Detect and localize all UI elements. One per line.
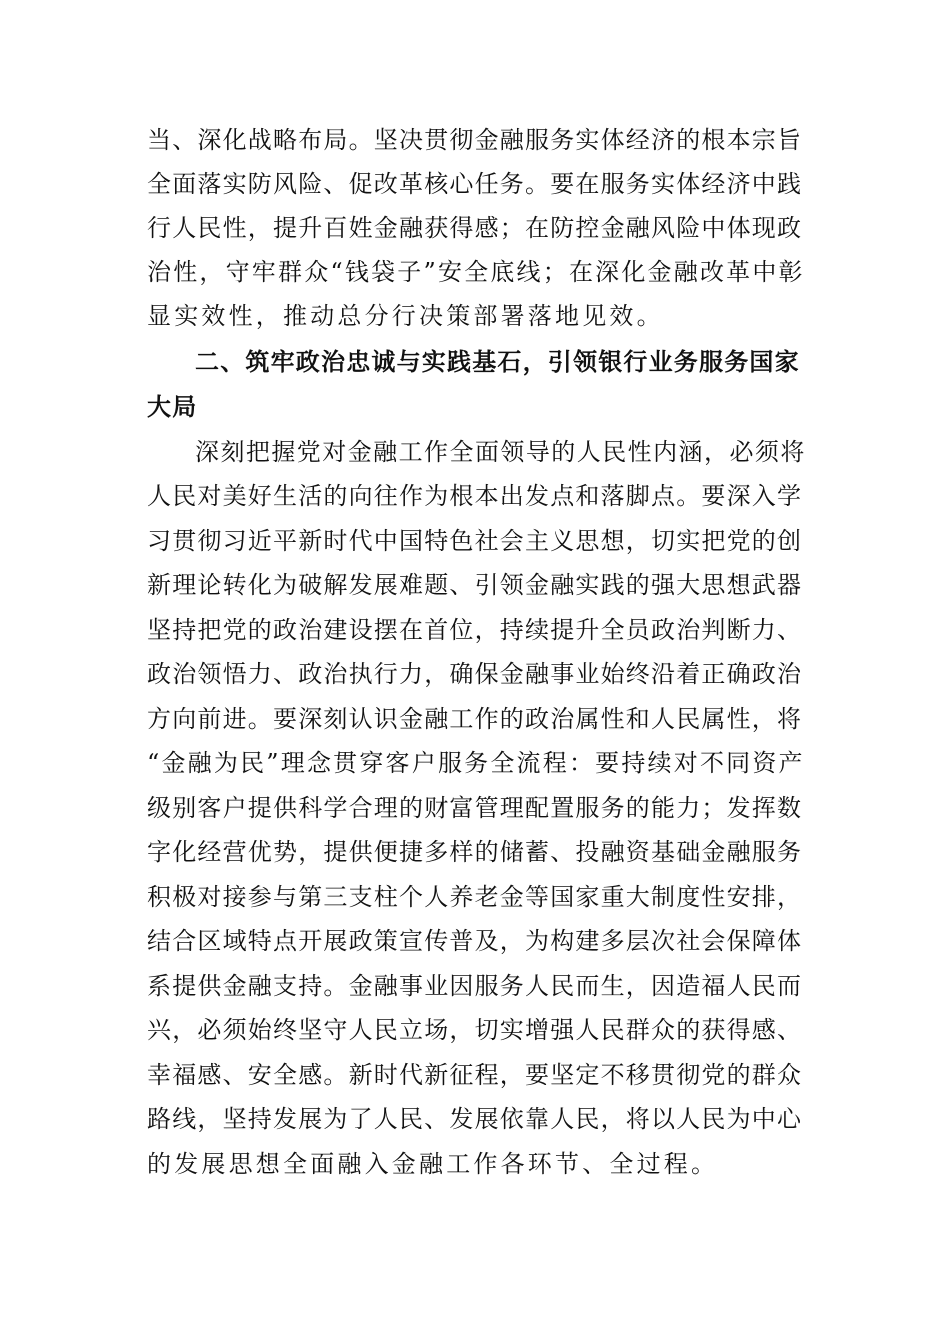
text-line: 治性，守牢群众“钱袋子”安全底线；在深化金融改革中彰: [147, 258, 805, 286]
section-heading: 大局: [147, 393, 198, 421]
paragraph-line: 方向前进。要深刻认识金融工作的政治属性和人民属性，将: [147, 705, 803, 733]
paragraph-line: 字化经营优势，提供便捷多样的储蓄、投融资基础金融服务: [147, 838, 803, 866]
text-line: 行人民性，提升百姓金融获得感；在防控金融风险中体现政: [147, 214, 803, 242]
paragraph-line: 政治领悟力、政治执行力，确保金融事业始终沿着正确政治: [147, 660, 803, 688]
text-line: 全面落实防风险、促改革核心任务。要在服务实体经济中践: [147, 170, 803, 198]
paragraph-line: 新理论转化为破解发展难题、引领金融实践的强大思想武器: [147, 571, 803, 599]
text-line: 当、深化战略布局。坚决贯彻金融服务实体经济的根本宗旨: [147, 126, 803, 154]
paragraph-line: 积极对接参与第三支柱个人养老金等国家重大制度性安排，: [147, 883, 803, 911]
paragraph-line: 的发展思想全面融入金融工作各环节、全过程。: [147, 1150, 719, 1178]
paragraph-line: 坚持把党的政治建设摆在首位，持续提升全员政治判断力、: [147, 616, 803, 644]
paragraph-line: 系提供金融支持。金融事业因服务人民而生，因造福人民而: [147, 972, 803, 1000]
paragraph-line: 结合区域特点开展政策宣传普及，为构建多层次社会保障体: [147, 927, 803, 955]
paragraph-line: 深刻把握党对金融工作全面领导的人民性内涵，必须将: [195, 438, 806, 466]
section-heading: 二、筑牢政治忠诚与实践基石，引领银行业务服务国家: [195, 348, 800, 376]
paragraph-line: 人民对美好生活的向往作为根本出发点和落脚点。要深入学: [147, 482, 803, 510]
paragraph-line: 习贯彻习近平新时代中国特色社会主义思想，切实把党的创: [147, 527, 803, 555]
paragraph-line: 兴，必须始终坚守人民立场，切实增强人民群众的获得感、: [147, 1016, 803, 1044]
paragraph-line: 幸福感、安全感。新时代新征程，要坚定不移贯彻党的群众: [147, 1061, 803, 1089]
paragraph-line: 级别客户提供科学合理的财富管理配置服务的能力；发挥数: [147, 794, 803, 822]
text-line: 显实效性，推动总分行决策部署落地见效。: [147, 302, 664, 330]
paragraph-line: 路线，坚持发展为了人民、发展依靠人民，将以人民为中心: [147, 1105, 803, 1133]
paragraph-line: “金融为民”理念贯穿客户服务全流程：要持续对不同资产: [147, 749, 805, 777]
